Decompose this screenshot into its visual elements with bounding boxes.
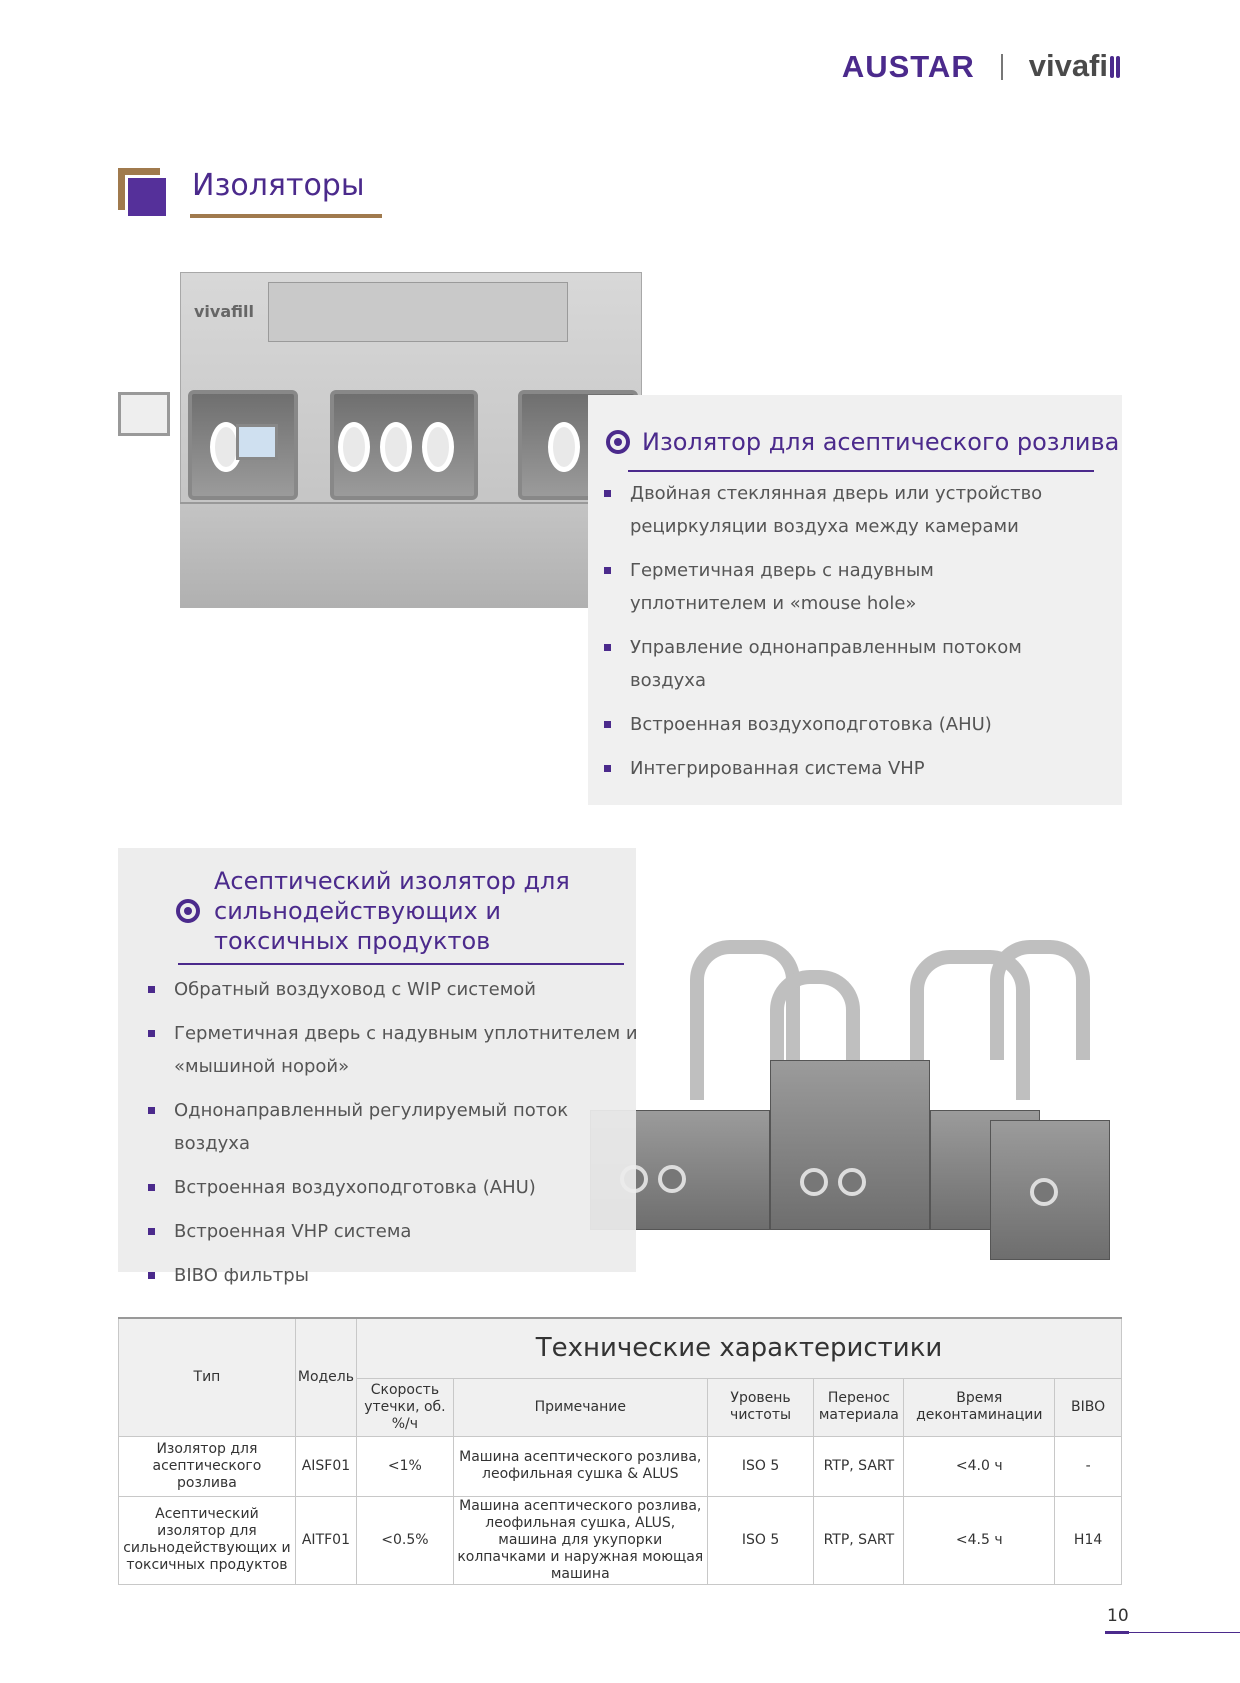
isolator-base bbox=[180, 502, 642, 608]
page-number-bar bbox=[1105, 1631, 1129, 1634]
panel-title: Изолятор для асептического розлива bbox=[642, 428, 1120, 456]
toxic-isolator-panel bbox=[118, 848, 638, 1286]
col-header-type: Тип bbox=[119, 1318, 296, 1436]
cell-clean: ISO 5 bbox=[707, 1436, 814, 1496]
vivafill-logo bbox=[1029, 48, 1122, 86]
panel-title: Асептический изолятор для сильнодействующих и токсичных продуктов bbox=[214, 867, 570, 955]
cell-decon: <4.0 ч bbox=[904, 1436, 1055, 1496]
cell-decon: <4.5 ч bbox=[904, 1496, 1055, 1584]
list-item: Встроенная воздухоподготовка (AHU) bbox=[604, 708, 1074, 741]
col-header-bibo: BIBO bbox=[1055, 1378, 1122, 1436]
cell-leak: <1% bbox=[357, 1436, 454, 1496]
feature-list bbox=[148, 973, 638, 1303]
list-item: Встроенная VHP система bbox=[148, 1215, 638, 1248]
isolator-top-panel bbox=[268, 282, 568, 342]
port-window-icon bbox=[838, 1168, 866, 1196]
panel-heading bbox=[176, 866, 594, 956]
control-screen bbox=[118, 392, 170, 436]
panel-title-rule bbox=[178, 963, 624, 965]
logo-divider bbox=[1001, 54, 1003, 80]
list-item: Обратный воздуховод с WIP системой bbox=[148, 973, 638, 1006]
list-item: BIBO фильтры bbox=[148, 1259, 638, 1292]
machine-logo: vivafill bbox=[194, 302, 254, 321]
cell-type: Асептический изолятор для сильнодействующих и токсичных продуктов bbox=[119, 1496, 296, 1584]
page-footer-line bbox=[1129, 1632, 1240, 1633]
cell-note: Машина асептического розлива, леофильная сушка, ALUS, машина для укупорки колпачками и наружная моющая машина bbox=[453, 1496, 707, 1584]
col-header-decon: Время деконтаминации bbox=[904, 1378, 1055, 1436]
feature-list bbox=[604, 477, 1074, 796]
vivafill-logo-text: vivafi bbox=[1028, 48, 1108, 83]
port-window-icon bbox=[1030, 1178, 1058, 1206]
list-item: Двойная стеклянная дверь или устройство рециркуляции воздуха между камерами bbox=[604, 477, 1074, 543]
col-header-leak: Скорость утечки, об. %/ч bbox=[357, 1378, 454, 1436]
cell-bibo: - bbox=[1055, 1436, 1122, 1496]
col-header-transfer: Перенос материала bbox=[814, 1378, 904, 1436]
duct-pipe bbox=[990, 940, 1090, 1060]
glove-port-icon bbox=[338, 422, 370, 472]
list-item: Управление однонаправленным потоком воздуха bbox=[604, 631, 1074, 697]
section-title-underline bbox=[190, 214, 382, 218]
cell-leak: <0.5% bbox=[357, 1496, 454, 1584]
panel-title-rule bbox=[628, 470, 1094, 472]
aseptic-isolator-panel bbox=[588, 395, 1122, 805]
port-window-icon bbox=[658, 1165, 686, 1193]
isolator-module bbox=[770, 1060, 930, 1230]
aseptic-isolator-image bbox=[118, 272, 646, 608]
header-logos bbox=[842, 48, 1122, 86]
list-item: Встроенная воздухоподготовка (AHU) bbox=[148, 1171, 638, 1204]
section-square-icon bbox=[118, 168, 168, 218]
vivafill-bars-icon bbox=[1110, 50, 1122, 86]
gear-icon bbox=[176, 899, 200, 923]
list-item: Герметичная дверь с надувным уплотнителем и «мышиной норой» bbox=[148, 1017, 638, 1083]
glove-port-icon bbox=[548, 422, 580, 472]
table-row bbox=[119, 1496, 1122, 1584]
cell-note: Машина асептического розлива, леофильная сушка & ALUS bbox=[453, 1436, 707, 1496]
col-header-model: Модель bbox=[295, 1318, 356, 1436]
col-header-clean: Уровень чистоты bbox=[707, 1378, 814, 1436]
specs-table bbox=[118, 1317, 1122, 1585]
cell-model: AITF01 bbox=[295, 1496, 356, 1584]
table-row bbox=[119, 1436, 1122, 1496]
table-title: Технические характеристики bbox=[357, 1318, 1122, 1378]
cell-clean: ISO 5 bbox=[707, 1496, 814, 1584]
gear-icon bbox=[606, 430, 630, 454]
panel-heading bbox=[606, 427, 1119, 457]
section-title: Изоляторы bbox=[192, 168, 365, 203]
page-number: 10 bbox=[1107, 1606, 1129, 1626]
cell-type: Изолятор для асептического розлива bbox=[119, 1436, 296, 1496]
list-item: Однонаправленный регулируемый поток воздуха bbox=[148, 1094, 638, 1160]
cell-bibo: H14 bbox=[1055, 1496, 1122, 1584]
cell-transfer: RTP, SART bbox=[814, 1496, 904, 1584]
cell-transfer: RTP, SART bbox=[814, 1436, 904, 1496]
list-item: Герметичная дверь с надувным уплотнителем и «mouse hole» bbox=[604, 554, 1074, 620]
operator-panel bbox=[236, 424, 278, 460]
port-window-icon bbox=[800, 1168, 828, 1196]
glove-port-icon bbox=[380, 422, 412, 472]
col-header-note: Примечание bbox=[453, 1378, 707, 1436]
glove-port-icon bbox=[422, 422, 454, 472]
list-item: Интегрированная система VHP bbox=[604, 752, 1074, 785]
austar-logo: AUSTAR bbox=[841, 49, 975, 84]
cell-model: AISF01 bbox=[295, 1436, 356, 1496]
